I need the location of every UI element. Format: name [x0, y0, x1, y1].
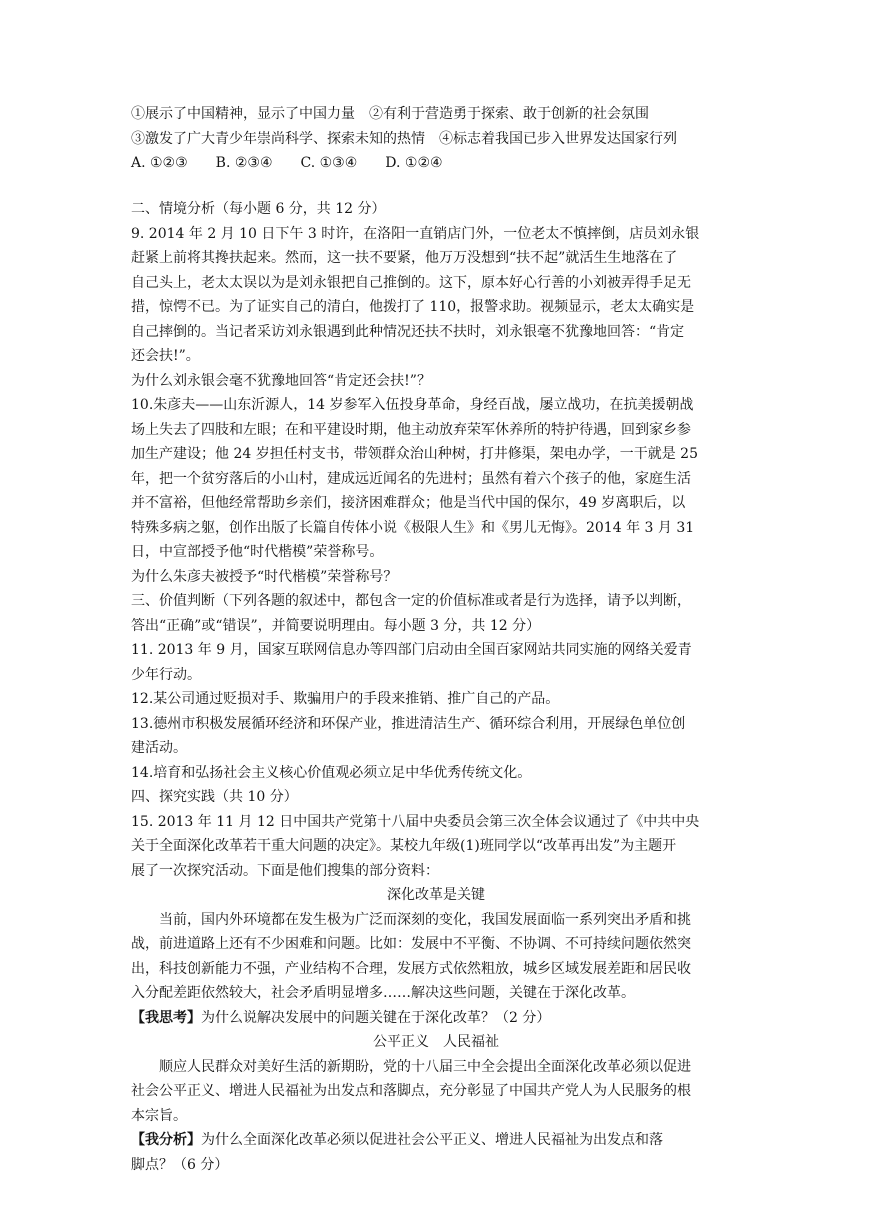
material-2-title: 公平正义 人民福祉 [373, 1034, 499, 1050]
material-1-line: 出，科技创新能力不强，产业结构不合理，发展方式依然粗放，城乡区域发展差距和居民收 [131, 961, 691, 977]
q10-line: 场上失去了四肢和左眼；在和平建设时期，他主动放弃荣军休养所的特护待遇，回到家乡参 [131, 422, 691, 438]
q13-line: 建活动。 [131, 740, 187, 756]
think-prompt [131, 1006, 550, 1030]
q8-option-line-2: ③激发了广大青少年崇尚科学、探索未知的热情 ④标志着我国已步入世界发达国家行列 [131, 131, 677, 147]
material-1-line: 入分配差距依然较大，社会矛盾明显增多……解决这些问题，关键在于深化改革。 [131, 985, 635, 1001]
q9-line: 措，惊愕不已。为了证实自己的清白，他拨打了 110，报警求助。视频显示，老太太确实是 [131, 299, 695, 315]
section-3-heading-line: 三、价值判断（下列各题的叙述中，都包含一定的价值标准或者是行为选择，请予以判断， [131, 593, 691, 609]
analyze-text: 为什么全面深化改革必须以促进社会公平正义、增进人民福祉为出发点和落 [201, 1132, 663, 1148]
q9-line: 自己头上，老太太误以为是刘永银把自己推倒的。这下，原本好心行善的小刘被弄得手足无 [131, 275, 691, 291]
q9-question: 为什么刘永银会毫不犹豫地回答“肯定还会扶!”？ [131, 373, 431, 389]
q12-text: 12.某公司通过贬损对手、欺骗用户的手段来推销、推广自己的产品。 [131, 691, 560, 707]
section-3-heading-line: 答出“正确”或“错误”，并简要说明理由。每小题 3 分，共 12 分） [131, 618, 541, 634]
q15-line: 展了一次探究活动。下面是他们搜集的部分资料： [131, 863, 439, 879]
q10-line: 特殊多病之躯，创作出版了长篇自传体小说《极限人生》和《男儿无悔》。2014 年 3 月 31 [131, 520, 695, 536]
q14-text: 14.培育和弘扬社会主义核心价值观必须立足中华优秀传统文化。 [131, 765, 532, 781]
q13-line: 13.德州市积极发展循环经济和环保产业，推进清洁生产、循环综合利用，开展绿色单位创 [131, 716, 686, 732]
q11-line: 11. 2013 年 9 月，国家互联网信息办等四部门启动由全国百家网站共同实施的网络关爱青 [131, 642, 692, 658]
q9-line: 还会扶!”。 [131, 348, 200, 364]
q9-line: 自己摔倒的。当记者采访刘永银遇到此种情况还扶不扶时，刘永银毫不犹豫地回答：“肯定 [131, 324, 685, 340]
q9-line: 赶紧上前将其搀扶起来。然而，这一扶不要紧，他万万没想到“扶不起”就活生生地落在了 [131, 250, 678, 266]
material-2-line: 本宗旨。 [131, 1108, 187, 1124]
think-text: 为什么说解决发展中的问题关键在于深化改革？（2 分） [201, 1010, 551, 1026]
q15-line: 15. 2013 年 11 月 12 日中国共产党第十八届中央委员会第三次全体会议通过了《中共中央 [131, 814, 700, 830]
think-tag: 【我思考】 [131, 1010, 201, 1026]
q9-line: 9. 2014 年 2 月 10 日下午 3 时许，在洛阳一直销店门外，一位老太不慎摔倒，店员刘永银 [131, 226, 700, 242]
analyze-prompt [131, 1128, 663, 1152]
analyze-tag: 【我分析】 [131, 1132, 201, 1148]
section-2-heading: 二、情境分析（每小题 6 分，共 12 分） [131, 201, 386, 217]
material-2-line: 社会公平正义、增进人民福祉为出发点和落脚点，充分彰显了中国共产党人为人民服务的根 [131, 1083, 691, 1099]
q10-line: 加生产建设；他 24 岁担任村支书，带领群众治山种树，打井修渠，架电办学，一干就是 25 [131, 446, 698, 462]
q8-option-line-1: ①展示了中国精神，显示了中国力量 ②有利于营造勇于探索、敢于创新的社会氛围 [131, 106, 649, 122]
q10-line: 日，中宣部授予他“时代楷模”荣誉称号。 [131, 544, 384, 560]
material-1-line: 当前，国内外环境都在发生极为广泛而深刻的变化，我国发展面临一系列突出矛盾和挑 [131, 912, 691, 928]
q10-question: 为什么朱彦夫被授予“时代楷模”荣誉称号？ [131, 569, 398, 585]
analyze-text-line-2: 脚点？（6 分） [131, 1157, 229, 1173]
material-1-title: 深化改革是关键 [387, 887, 485, 903]
material-2-line: 顺应人民群众对美好生活的新期盼，党的十八届三中全会提出全面深化改革必须以促进 [131, 1059, 691, 1075]
q15-line: 关于全面深化改革若干重大问题的决定》。某校九年级(1)班同学以“改革再出发”为主题开 [131, 838, 677, 854]
q10-line: 年，把一个贫穷落后的小山村，建成远近闻名的先进村；虽然有着六个孩子的他，家庭生活 [131, 471, 691, 487]
section-4-heading: 四、探究实践（共 10 分） [131, 789, 298, 805]
q10-line: 并不富裕，但他经常帮助乡亲们，接济困难群众；他是当代中国的保尔，49 岁离职后，以 [131, 495, 686, 511]
material-1-line: 战，前进道路上还有不少困难和问题。比如：发展中不平衡、不协调、不可持续问题依然突 [131, 936, 691, 952]
q11-line: 少年行动。 [131, 667, 201, 683]
q10-line: 10.朱彦夫——山东沂源人，14 岁参军入伍投身革命，身经百战，屡立战功，在抗美援朝战 [131, 397, 694, 413]
q8-choices: A. ①②③ B. ②③④ C. ①③④ D. ①②④ [131, 155, 443, 171]
